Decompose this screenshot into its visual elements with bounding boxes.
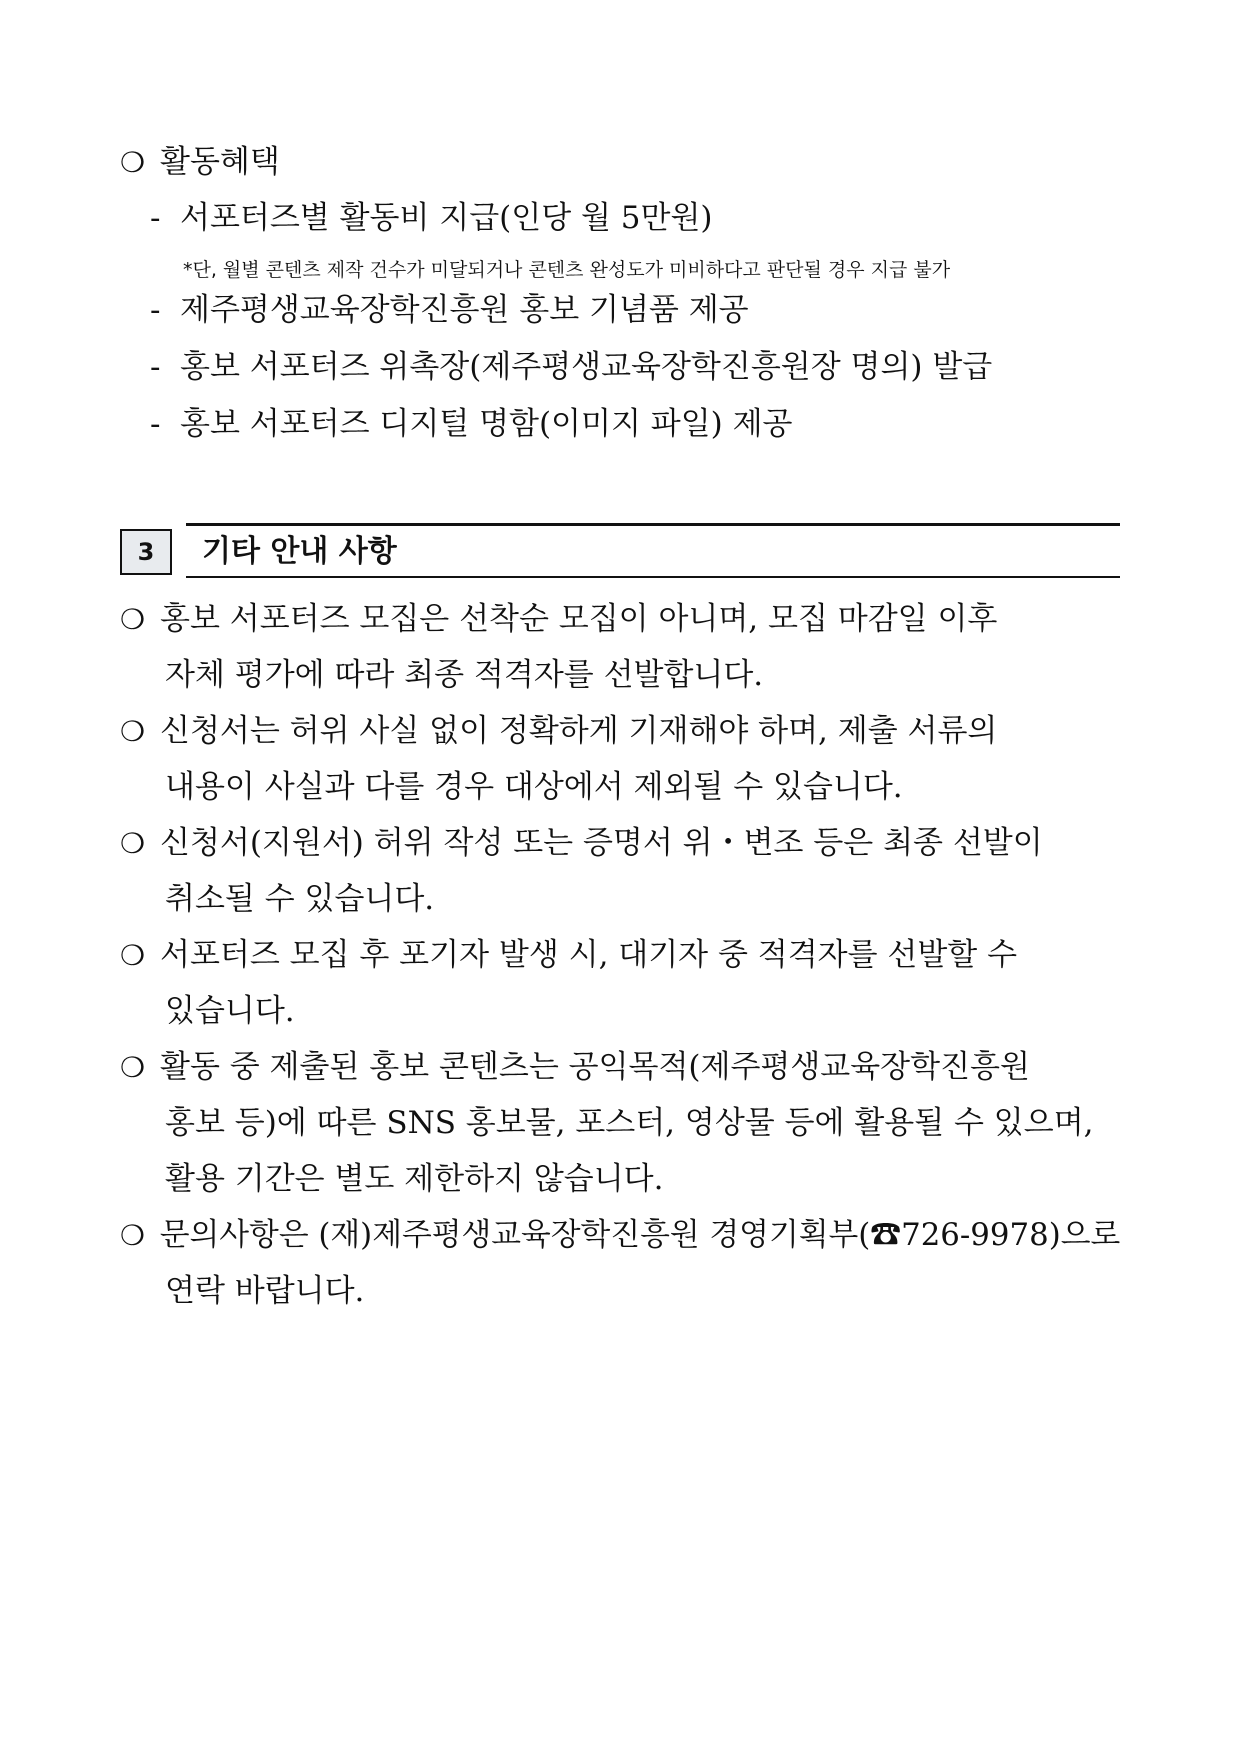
notice-line: 신청서(지원서) 허위 작성 또는 증명서 위・변조 등은 최종 선발이 xyxy=(160,825,1043,861)
benefit-item xyxy=(150,290,749,330)
benefit-item-text: 홍보 서포터즈 디지털 명함(이미지 파일) 제공 xyxy=(180,406,793,442)
notice-line: 자체 평가에 따라 최종 적격자를 선발합니다. xyxy=(165,657,764,693)
notice-item xyxy=(120,823,1043,863)
benefits-heading-text: 활동혜택 xyxy=(160,144,280,180)
notice-line: 서포터즈 모집 후 포기자 발생 시, 대기자 중 적격자를 선발할 수 xyxy=(160,937,1018,973)
notice-line: 연락 바랍니다. xyxy=(165,1273,365,1309)
notice-line: 활용 기간은 별도 제한하지 않습니다. xyxy=(165,1161,664,1197)
dash-bullet: - xyxy=(150,200,161,236)
notice-item xyxy=(120,935,1017,975)
circle-bullet-icon: ❍ xyxy=(120,715,146,748)
notice-line: 신청서는 허위 사실 없이 정확하게 기재해야 하며, 제출 서류의 xyxy=(160,713,998,749)
section-title-box xyxy=(186,523,1120,578)
notice-line: 취소될 수 있습니다. xyxy=(165,881,435,917)
circle-bullet-icon: ❍ xyxy=(120,603,146,636)
notice-line: 문의사항은 (재)제주평생교육장학진흥원 경영기획부(☎726-9978)으로 xyxy=(159,1217,1121,1253)
notice-item xyxy=(120,1047,1030,1087)
section-number: 3 xyxy=(120,529,172,575)
dash-bullet: - xyxy=(150,292,161,328)
benefit-item-text: 홍보 서포터즈 위촉장(제주평생교육장학진흥원장 명의) 발급 xyxy=(180,349,993,385)
section-header xyxy=(120,523,1120,578)
section-title: 기타 안내 사항 xyxy=(202,534,397,569)
circle-bullet-icon: ❍ xyxy=(120,1051,146,1084)
benefit-note: *단, 월별 콘텐츠 제작 건수가 미달되거나 콘텐츠 완성도가 미비하다고 판단될 경우 지급 불가 xyxy=(183,259,951,281)
benefits-heading xyxy=(120,142,280,182)
notice-item xyxy=(120,1215,1120,1255)
circle-bullet-icon: ❍ xyxy=(120,146,146,179)
circle-bullet-icon: ❍ xyxy=(120,939,146,972)
dash-bullet: - xyxy=(150,349,161,385)
benefit-item xyxy=(150,198,713,238)
circle-bullet-icon: ❍ xyxy=(120,827,146,860)
notice-item xyxy=(120,599,997,639)
notice-line: 홍보 서포터즈 모집은 선착순 모집이 아니며, 모집 마감일 이후 xyxy=(160,601,998,637)
circle-bullet-icon: ❍ xyxy=(120,1219,145,1252)
notice-line: 홍보 등)에 따른 SNS 홍보물, 포스터, 영상물 등에 활용될 수 있으며, xyxy=(165,1105,1094,1141)
notice-line: 활동 중 제출된 홍보 콘텐츠는 공익목적(제주평생교육장학진흥원 xyxy=(160,1049,1030,1085)
dash-bullet: - xyxy=(150,406,161,442)
benefit-item xyxy=(150,404,793,444)
notice-line: 내용이 사실과 다를 경우 대상에서 제외될 수 있습니다. xyxy=(165,769,903,805)
notice-line: 있습니다. xyxy=(165,993,295,1029)
benefit-item xyxy=(150,347,992,387)
benefit-item-text: 서포터즈별 활동비 지급(인당 월 5만원) xyxy=(180,200,713,236)
notice-item xyxy=(120,711,997,751)
benefit-item-text: 제주평생교육장학진흥원 홍보 기념품 제공 xyxy=(180,292,749,328)
